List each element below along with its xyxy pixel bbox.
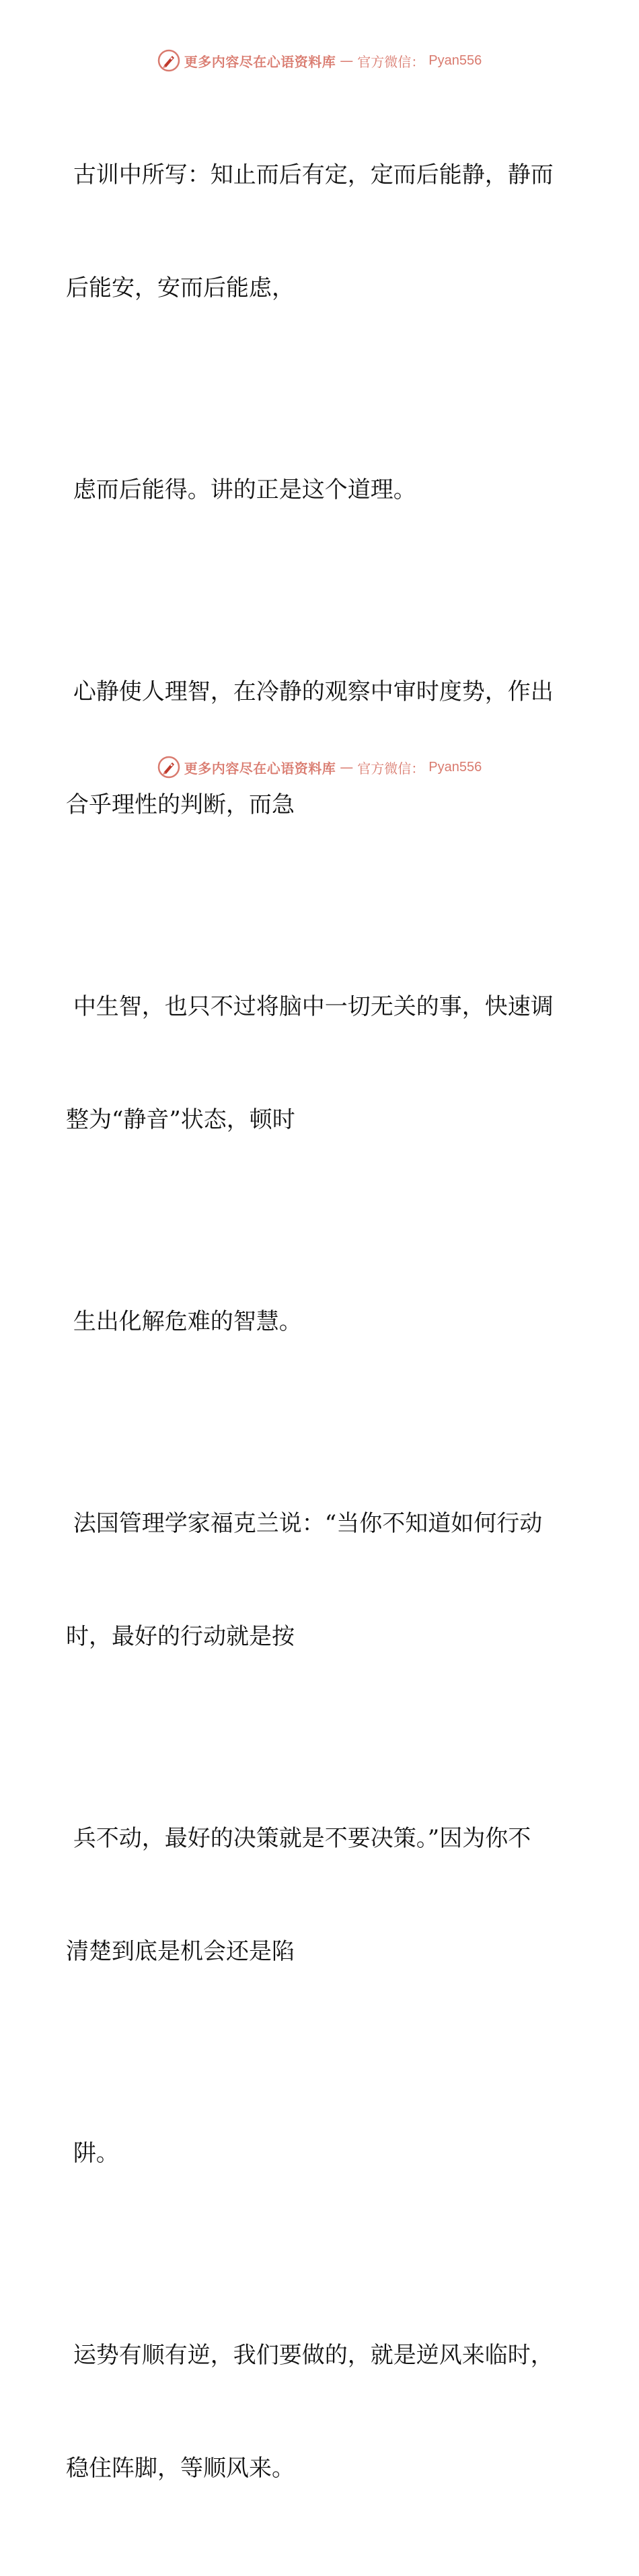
text-line: 整为“静音”状态，顿时 [66,1106,295,1133]
paragraph [66,598,564,899]
header-watermark [0,47,639,74]
watermark-wechat-id: Pyan556 [428,759,482,775]
watermark-text: 更多内容尽在心语资料库 [184,760,336,777]
watermark-dash: — [340,759,354,775]
paragraph [66,1429,564,1731]
paragraph [66,913,564,1214]
text-line: 合乎理性的判断，而急 [66,791,295,818]
paragraph [66,396,564,584]
watermark-dash: — [340,52,354,69]
footer-watermark [0,754,639,781]
paragraph [66,1744,564,2046]
text-line: 时，最好的行动就是按 [66,1623,295,1650]
document-body [66,81,564,2576]
paragraph [66,1227,564,1416]
text-line: 后能安，安而后能虑， [66,275,295,301]
text-line: 稳住阵脚，等顺风来。 [66,2455,295,2482]
text-line: 法国管理学家福克兰说：“当你不知道如何行动 [66,1510,543,1537]
text-line: 虑而后能得。讲的正是这个道理。 [66,476,416,503]
watermark-wechat-label: 官方微信： [357,760,425,777]
watermark-text: 更多内容尽在心语资料库 [184,53,336,70]
paragraph [66,81,564,382]
paragraph [66,2261,564,2563]
paragraph [66,2059,564,2248]
text-line: 古训中所写：知止而后有定，定而后能静，静而 [66,162,554,188]
pen-nib-logo-icon [157,756,180,779]
text-line: 中生智，也只不过将脑中一切无关的事，快速调 [66,993,554,1020]
text-line: 生出化解危难的智慧。 [66,1308,302,1335]
text-line: 心静使人理智，在冷静的观察中审时度势，作出 [66,678,554,705]
text-line: 清楚到底是机会还是陷 [66,1938,295,1965]
text-line: 阱。 [66,2140,119,2167]
watermark-wechat-label: 官方微信： [357,53,425,70]
pen-nib-logo-icon [157,49,180,72]
text-line: 兵不动，最好的决策就是不要决策。”因为你不 [66,1825,531,1852]
text-line: 运势有顺有逆，我们要做的，就是逆风来临时， [66,2342,554,2369]
watermark-wechat-id: Pyan556 [428,52,482,68]
